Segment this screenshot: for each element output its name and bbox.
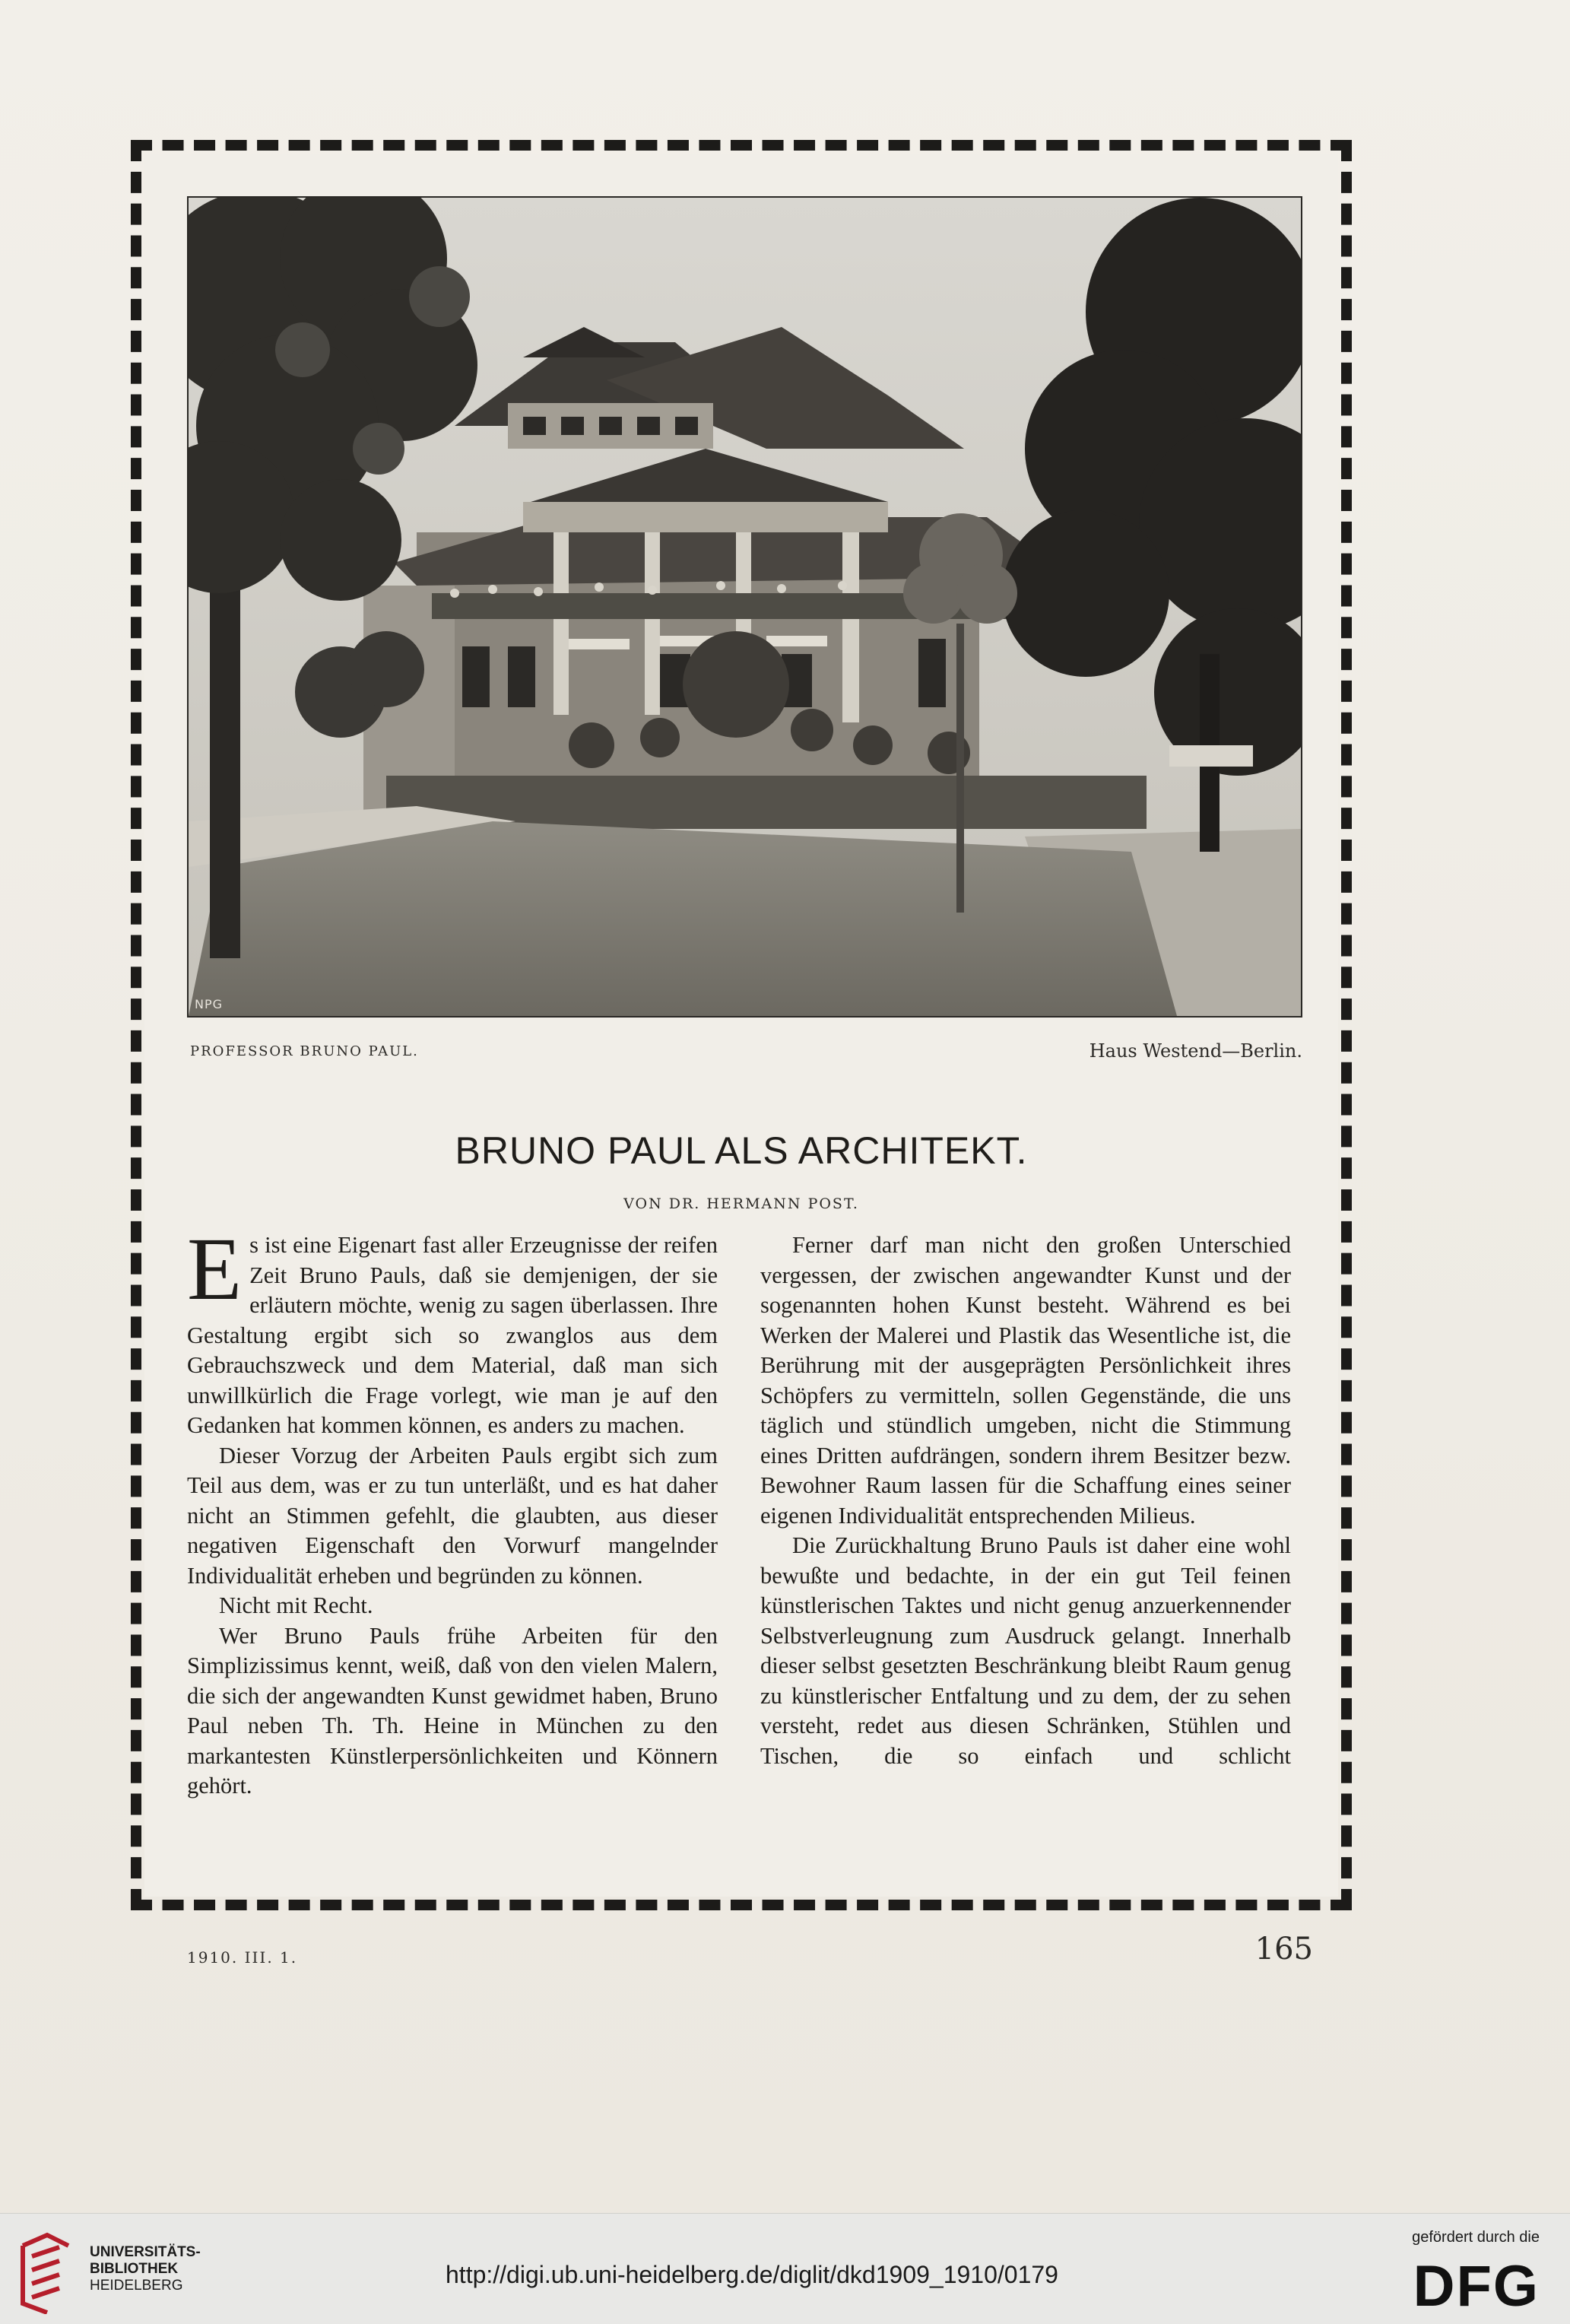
drop-cap: E: [187, 1219, 243, 1319]
paragraph: Es ist eine Eigenart fast aller Erzeugnisse der reifen Zeit Bruno Pauls, daß sie demjenigen, der sie erläutern möchte, wenig zu sagen überlassen. Ihre Gestaltung ergibt sich so zwanglos aus dem Gebrauchszweck und dem Material, daß man sich unwillkürlich die Frage vorlegt, wie man je auf den Gedanken hat kommen können, es anders zu machen.: [187, 1219, 718, 1438]
text-column-right: [760, 1230, 1291, 1771]
article-byline: VON DR. HERMANN POST.: [623, 1195, 859, 1212]
university-library-name: UNIVERSITÄTS- BIBLIOTHEK HEIDELBERG: [90, 2244, 201, 2294]
digital-library-footer: [0, 2213, 1570, 2324]
page-number: 165: [1254, 1932, 1313, 1967]
paragraph: Nicht mit Recht.: [219, 1592, 373, 1618]
paragraph: Dieser Vorzug der Arbeiten Pauls ergibt sich zum Teil aus dem, was er zu tun unterläßt, und es hat daher nicht an Stimmen gefehlt, die glaubten, aus dieser negativen Eigenschaft den Vorwurf mangelnder Individualität erheben und begründen zu können.: [187, 1442, 718, 1589]
photo-monogram: NPG: [195, 997, 224, 1011]
paragraph: Die Zurückhaltung Bruno Pauls ist daher eine wohl bewußte und bedachte, in der ein gut Teil feinen künstlerischen Taktes und nicht genug anzuerkennender Selbstverleugnung zum Ausdruck gelangt. Innerhalb dieser selbst gesetzten Beschränkung bleibt Raum genug zu künstlerischer Entfaltung und zu dem, der zu sehen versteht, redet aus diesen Schränken, Stühlen und Tischen, die so einfach und schlicht: [760, 1532, 1291, 1769]
paragraph: Ferner darf man nicht den großen Unterschied vergessen, der zwischen angewandter Kunst und der sogenannten hohen Kunst besteht. Während es bei Werken der Malerei und Plastik das Wesentliche ist, die Berührung mit der ausgeprägten Persönlichkeit ihres Schöpfers zu vermitteln, sollen Gegenstände, die uns täglich und stündlich umgeben, nicht die Stimmung eines Dritten aufdrängen, sondern ihrem Besitzer bezw. Bewohner Raum lassen für die Schaffung eines seiner eigenen Individualität entsprechenden Milieus.: [760, 1232, 1291, 1529]
permalink-url[interactable]: http://digi.ub.uni-heidelberg.de/diglit/dkd1909_1910/0179: [446, 2261, 1058, 2288]
article-title: BRUNO PAUL ALS ARCHITEKT.: [455, 1129, 1028, 1172]
dfg-logo[interactable]: DFG: [1413, 2254, 1540, 2319]
university-library-logo-icon[interactable]: [17, 2230, 75, 2314]
issue-number: 1910. III. 1.: [187, 1948, 298, 1967]
house-photograph: [187, 196, 1302, 1018]
photo-caption-location: Haus Westend—Berlin.: [1089, 1040, 1302, 1062]
photo-caption-architect: PROFESSOR BRUNO PAUL.: [190, 1043, 419, 1059]
text-column-left: [187, 1219, 718, 1802]
paragraph: Wer Bruno Pauls frühe Arbeiten für den Simplizissimus kennt, weiß, daß von den vielen Malern, die sich der angewandten Kunst gewidmet haben, Bruno Paul neben Th. Th. Heine in München zu den markantesten Künstlerpersönlichkeiten und Könnern gehört.: [187, 1622, 718, 1799]
funding-label: gefördert durch die: [1412, 2229, 1540, 2246]
